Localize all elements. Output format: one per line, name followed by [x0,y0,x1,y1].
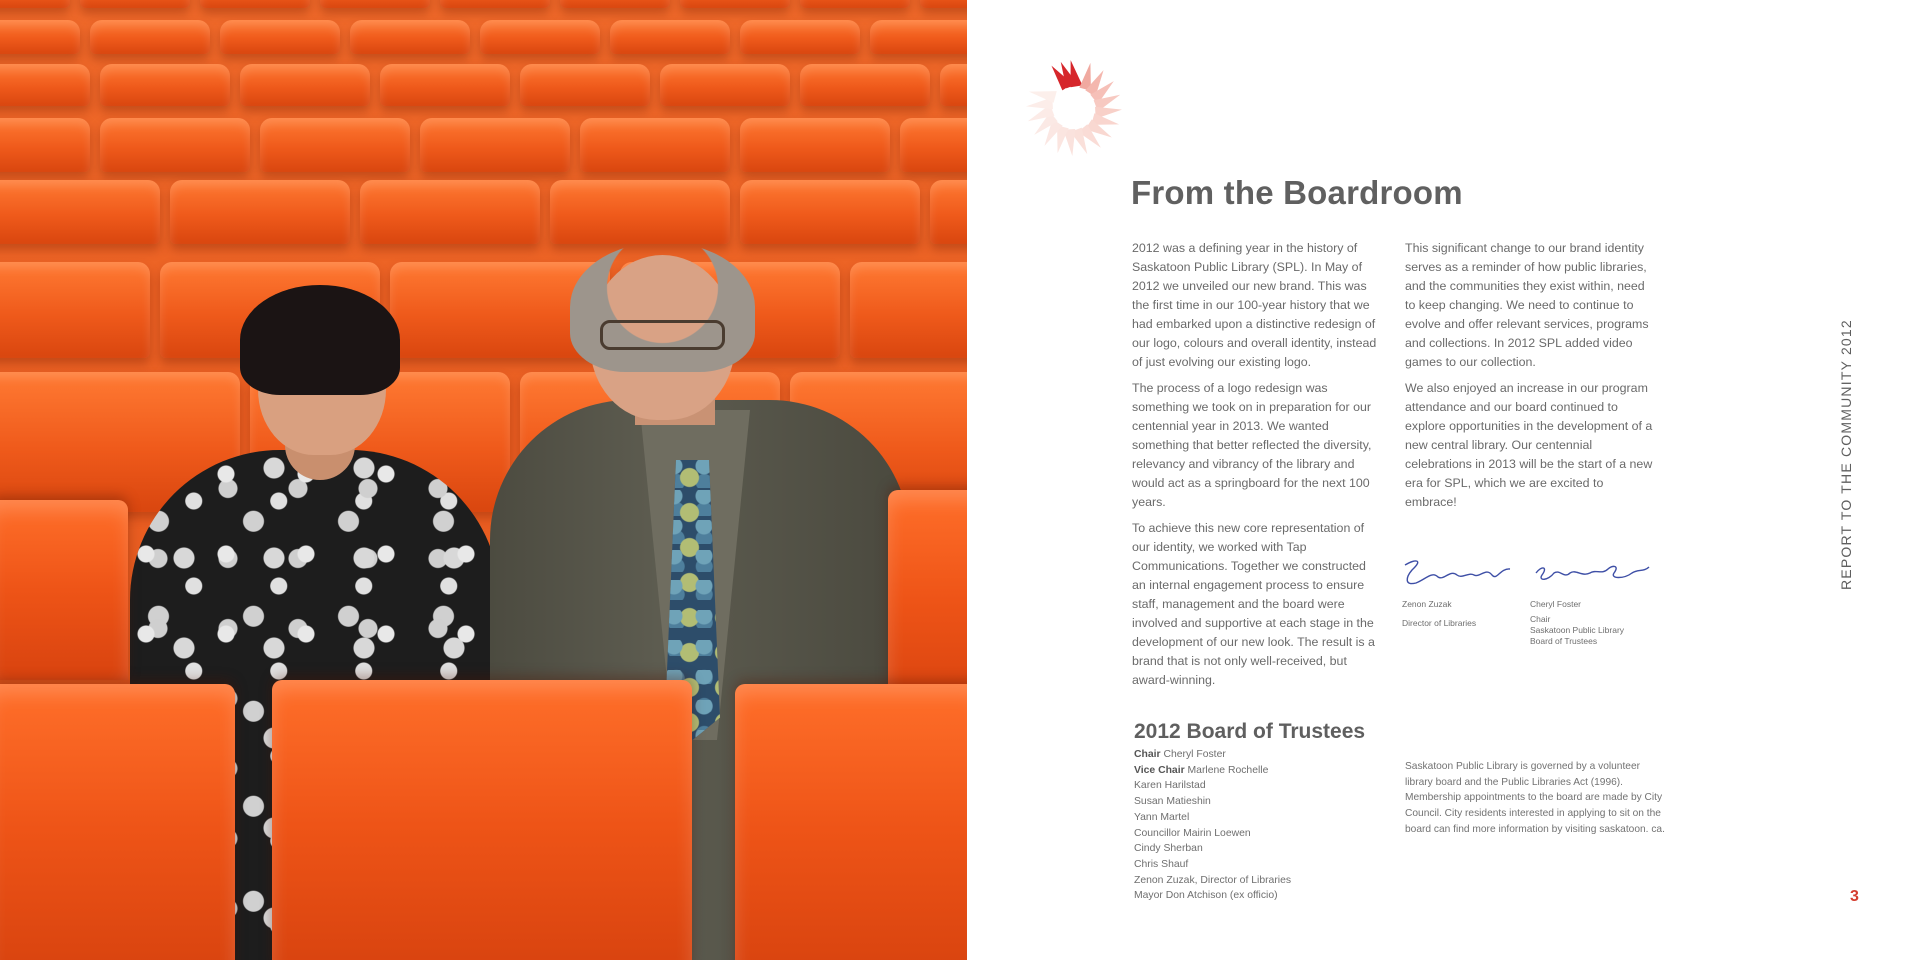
trustee-item: Chris Shauf [1134,858,1189,870]
paragraph: We also enjoyed an increase in our program attendance and our board continued to explore opportunities in the development of a new central library. Our centennial celebrations in 2013 will be the start of a new era for SPL, which we are excited to embrace! [1405,381,1653,509]
signatory-title [1530,614,1650,647]
signatory-title-line: Board of Trustees [1530,636,1598,646]
trustee-item: Susan Matieshin [1134,796,1211,808]
governance-note: Saskatoon Public Library is governed by a volunteer library board and the Public Libraries Act (1996). Membership appointments to the board are made by City Council. City residents interested in applying to sit on the board can find more information by visiting saskatoon. ca. [1405,761,1665,835]
trustee-name: Marlene Rochelle [1187,764,1269,776]
trustee-item: Zenon Zuzak, Director of Libraries [1134,874,1292,886]
page-title: From the Boardroom [1131,174,1463,211]
trustee-item: Mayor Don Atchison (ex officio) [1134,890,1278,902]
signatures [1402,555,1652,655]
page-number: 3 [1850,888,1859,905]
signatory-title-line: Saskatoon Public Library [1530,625,1625,635]
seat-row-3 [0,64,967,106]
front-seat-1 [0,684,235,960]
letter-column-right [1405,239,1655,519]
signatory-title-line: Chair [1530,614,1551,624]
front-seat-left-back [0,500,128,680]
paragraph: This significant change to our brand identity serves as a reminder of how public libraries, and the communities they exist within, need to keep changing. We need to continue to evolve and offer relevant services, programs and collections. In 2012 SPL added video games to our collection. [1405,241,1649,369]
paragraph: To achieve this new core representation of our identity, we worked with Tap Communications. Together we constructed an internal engagement process to ensure staff, management and the board were involved and supportive at each stage in the development of our new look. The result is a brand that is not only well-received, but award-winning. [1132,521,1375,687]
trustee-item: Cindy Sherban [1134,843,1203,855]
trustee-item [1134,747,1374,763]
seat-row-5 [0,180,967,244]
trustee-name: Cheryl Foster [1163,749,1226,760]
signatory-name: Zenon Zuzak [1402,599,1452,609]
front-seat-3 [735,684,967,960]
paragraph: The process of a logo redesign was something we took on in preparation for our centennial year in 2013. We wanted something that better reflected the diversity, relevancy and vibrancy of the library and would act as a springboard for the next 100 years. [1132,381,1372,509]
signatory-title: Director of Libraries [1402,618,1477,628]
seat-row-6 [0,262,967,358]
front-seat-2 [272,680,692,960]
seat-row-4 [0,118,967,172]
report-side-label-text: REPORT TO THE COMMUNITY 2012 [1838,319,1854,590]
spl-sunburst-logo-icon [1018,52,1130,164]
letter-column-left [1132,239,1382,697]
signatory-name: Cheryl Foster [1530,599,1582,609]
trustee-item: Yann Martel [1134,811,1190,823]
front-seat-right-back [888,490,967,710]
trustee-item [1134,763,1374,779]
trustee-item: Karen Harilstad [1134,780,1206,792]
cheryl-foster-signature [1530,555,1652,589]
trustee-role: Chair [1134,749,1161,760]
trustee-role: Vice Chair [1134,764,1185,776]
zenon-zuzak-signature [1402,555,1520,589]
seat-row-back [0,0,967,8]
trustees-heading: 2012 Board of Trustees [1134,720,1366,743]
seat-row-2 [0,20,967,54]
paragraph: 2012 was a defining year in the history of Saskatoon Public Library (SPL). In May of 2012 we unveiled our new brand. This was the first time in our 100-year history that we had embarked upon a distinctive redesign of our logo, colours and overall identity, instead of just evolving our existing logo. [1132,241,1377,369]
trustees-list [1134,747,1374,904]
trustee-item: Councillor Mairin Loewen [1134,827,1251,839]
